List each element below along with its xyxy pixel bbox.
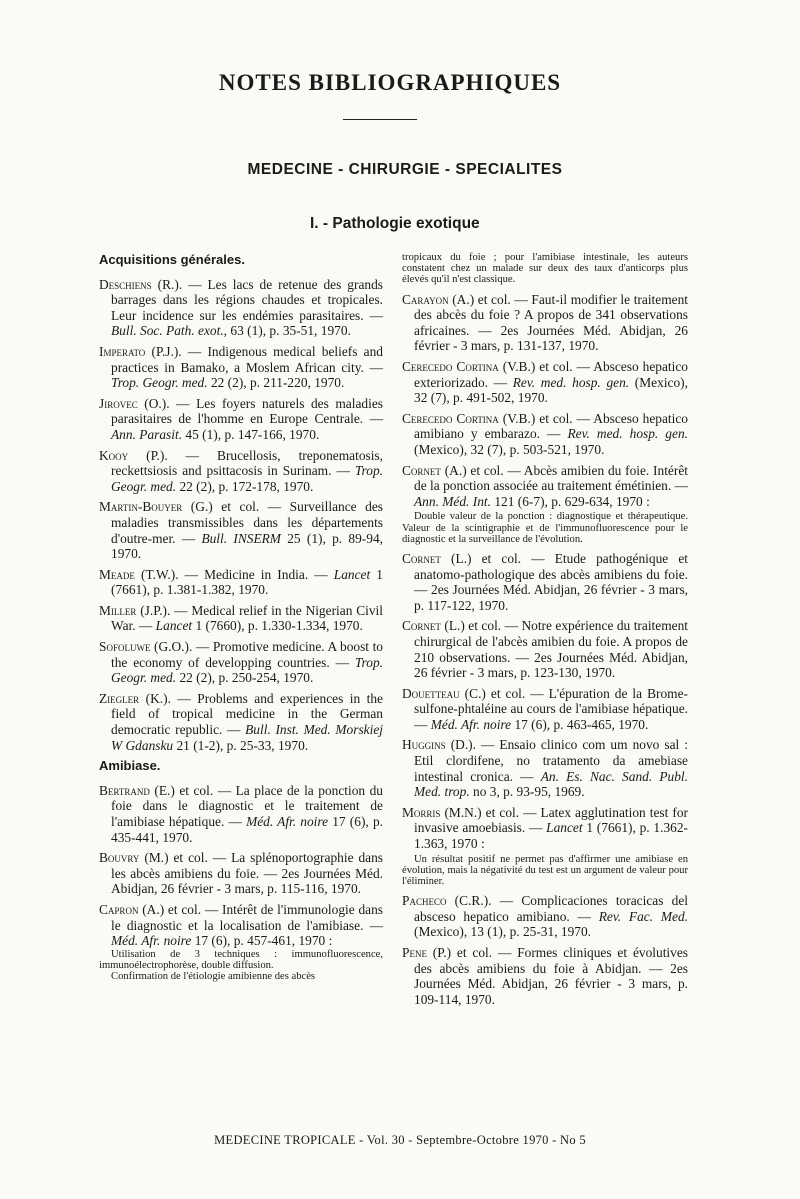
entry-text: (P.J.). — Indigenous medical beliefs and practices in Bamako, a Moslem African city. — bbox=[111, 343, 383, 375]
entry-journal: Trop. Geogr. med. bbox=[111, 463, 383, 494]
bibliography-entry bbox=[99, 567, 383, 598]
entry-author: Kooy bbox=[99, 447, 129, 463]
entry-text: (P.) et col. — Formes cliniques et évolutives des abcès amibiens du foie à Abidjan. — 2es Journées Méd. Abidjan, 26 février - 3 mars, p. 109-114, 1970. bbox=[414, 945, 688, 1007]
entry-journal: An. Es. Nac. Sand. Publ. Med. trop. bbox=[414, 768, 688, 800]
entry-text: (G.O.). — Promotive medicine. A boost to the economy of developping countries. — bbox=[111, 639, 383, 670]
entry-reference: 17 (6), p. 457-461, 1970 : bbox=[191, 933, 333, 949]
entry-author: Cerecedo Cortina bbox=[402, 358, 499, 374]
entry-reference: (Mexico), 13 (1), p. 25-31, 1970. bbox=[414, 924, 592, 940]
entry-text: (T.W.). — Medicine in India. — bbox=[134, 566, 334, 582]
entry-author: Cornet bbox=[402, 550, 441, 566]
bibliography-entry bbox=[402, 292, 688, 354]
bibliography-entry bbox=[99, 691, 383, 753]
bibliography-entry bbox=[99, 499, 383, 561]
general-list bbox=[99, 277, 383, 754]
entry-reference: 25 (1), p. 89-94, 1970. bbox=[111, 530, 384, 562]
entries-a bbox=[402, 292, 688, 510]
entry-author: Deschiens bbox=[99, 276, 152, 292]
entry-journal: Lancet bbox=[546, 820, 583, 836]
entry-author: Sofoluwe bbox=[99, 639, 151, 655]
page-title: NOTES BIBLIOGRAPHIQUES bbox=[218, 70, 562, 95]
journal-footer: MEDECINE TROPICALE - Vol. 30 - Septembre-Octobre 1970 - No 5 bbox=[214, 1133, 586, 1147]
entry-reference: 17 (6), p. 435-441, 1970. bbox=[111, 814, 383, 845]
entry-text: (A.) et col. — Intérêt de l'immunologie dans le diagnostic et la localisation de l'amibiase. — bbox=[111, 901, 383, 933]
entry-text: (P.). — Brucellosis, treponematosis, reckettsiosis and psittacosis in Surinam. — bbox=[111, 447, 383, 479]
entry-reference: no 3, p. 93-95, 1969. bbox=[469, 784, 585, 800]
capron-note-2: Confirmation de l'étiologie amibienne des abcès bbox=[111, 971, 316, 983]
entry-text: (M.) et col. — La splénoportographie dans les abcès amibiens du foie. — 2es Journées Méd. Abidjan, 26 février - 3 mars, p. 115-116, 1970. bbox=[111, 850, 383, 897]
entry-author: Cerecedo Cortina bbox=[402, 410, 499, 426]
entry-author: Douetteau bbox=[402, 685, 460, 701]
bibliography-entry bbox=[402, 463, 688, 510]
entry-author: Morris bbox=[402, 804, 441, 820]
bibliography-entry bbox=[402, 686, 688, 733]
bibliography-entry bbox=[99, 396, 383, 443]
entry-text: (R.). — Les lacs de retenue des grands barrages dans les régions chaudes et tropicales. Leur incidence sur les endémies parasitaires. — bbox=[111, 276, 383, 323]
entry-journal: Rev. med. hosp. gen. bbox=[512, 374, 630, 390]
entry-author: Jirovec bbox=[99, 395, 138, 411]
entry-text: (E.) et col. — La place de la ponction du foie dans le diagnostic et le traitement de l'amibiase hépatique. — bbox=[111, 782, 383, 829]
entry-reference: (Mexico), 32 (7), p. 491-502, 1970. bbox=[414, 374, 688, 406]
title-divider bbox=[343, 119, 417, 120]
entry-author: Cornet bbox=[402, 462, 441, 478]
entry-author: Carayon bbox=[402, 291, 449, 307]
capron-note-1: Utilisation de 3 techniques : immunofluorescence, immunoélectrophorèse, double diffusion. bbox=[99, 948, 383, 971]
entry-journal: Lancet bbox=[155, 618, 193, 634]
bibliography-entry bbox=[402, 411, 688, 458]
entry-reference: 121 (6-7), p. 629-634, 1970 : bbox=[490, 493, 650, 509]
amibiase-list bbox=[99, 783, 383, 949]
entry-journal: Bull. Soc. Path. exot., bbox=[111, 323, 228, 339]
entries-c bbox=[402, 893, 688, 1007]
bibliography-entry bbox=[402, 893, 688, 940]
bibliography-entry bbox=[99, 448, 383, 495]
bibliography-entry bbox=[99, 639, 383, 686]
bibliography-entry bbox=[99, 850, 383, 897]
entry-author: Pene bbox=[402, 945, 427, 961]
entry-text: (C.) et col. — L'épuration de la Brome-sulfone-phtaléine au cours de l'amibiase hépatique. — bbox=[414, 685, 688, 732]
entry-journal: Ann. Parasit. bbox=[111, 426, 183, 442]
entry-author: Cornet bbox=[402, 618, 441, 634]
right-column bbox=[402, 252, 688, 1012]
entry-reference: (Mexico), 32 (7), p. 503-521, 1970. bbox=[414, 441, 605, 457]
entry-reference: 1 (7661), p. 1.381-1.382, 1970. bbox=[111, 566, 383, 598]
entry-author: Ziegler bbox=[99, 690, 140, 706]
entry-text: (A.) et col. — Faut-il modifier le traitement des abcès du foie ? A propos de 341 observations africaines. — 2es Journées Méd. Abidjan, 26 février - 3 mars, p. 131-137, 1970. bbox=[414, 291, 688, 354]
entry-journal: Rev. Fac. Med. bbox=[598, 908, 688, 924]
entry-journal: Bull. Inst. Med. Morskiej W Gdansku bbox=[111, 722, 383, 753]
entry-author: Imperato bbox=[99, 343, 146, 359]
entry-journal: Méd. Afr. noire bbox=[111, 933, 192, 949]
entry-text: (C.R.). — Complicaciones toracicas del absceso hepatico amibiano. — bbox=[414, 893, 688, 924]
entry-reference: 17 (6), p. 463-465, 1970. bbox=[511, 716, 649, 732]
entry-journal: Lancet bbox=[333, 566, 371, 582]
section-title: MEDECINE - CHIRURGIE - SPECIALITES bbox=[247, 161, 563, 178]
bibliography-entry bbox=[402, 551, 688, 613]
entry-text: (V.B.) et col. — Absceso hepatico exteriorizado. — bbox=[414, 358, 688, 390]
entry-text: (A.) et col. — Abcès amibien du foie. Intérêt de la ponction associée au traitement émétinien. — bbox=[414, 462, 688, 494]
entry-reference: 22 (2), p. 250-254, 1970. bbox=[176, 670, 314, 686]
entry-journal: Bull. INSERM bbox=[201, 530, 281, 546]
entry-journal: Trop. Geogr. med. bbox=[111, 654, 383, 686]
bibliography-entry bbox=[402, 805, 688, 852]
bibliography-entry bbox=[402, 359, 688, 406]
entry-author: Bouvry bbox=[99, 850, 140, 866]
heading-amibiase: Amibiase. bbox=[99, 758, 161, 774]
entry-text: (V.B.) et col. — Absceso hepatico amibiano y embarazo. — bbox=[414, 410, 688, 442]
entry-journal: Méd. Afr. noire bbox=[430, 716, 512, 732]
entry-reference: 63 (1), p. 35-51, 1970. bbox=[227, 323, 351, 339]
subsection-number: I. - bbox=[310, 215, 329, 232]
bibliography-entry bbox=[99, 277, 383, 339]
entry-author: Meade bbox=[99, 566, 135, 582]
entry-reference: 45 (1), p. 147-166, 1970. bbox=[182, 426, 320, 442]
cornet-note: Double valeur de la ponction : diagnostique et thérapeutique. Valeur de la scintigraphie et de l'immunofluorescence pour le diagnostic et la surveillance de l'évolution. bbox=[402, 511, 688, 545]
bibliography-entry bbox=[402, 618, 688, 680]
entry-author: Pacheco bbox=[402, 893, 447, 909]
entry-author: Huggins bbox=[402, 737, 446, 753]
entry-text: (O.). — Les foyers naturels des maladies parasitaires de l'homme en Europe Centrale. — bbox=[111, 395, 383, 427]
entry-text: (L.) et col. — Etude pathogénique et anatomo-pathologique des abcès amibiens du foie. — 2es Journées Méd. Abidjan, 26 février - 3 mars, p. 117-122, 1970. bbox=[414, 550, 688, 613]
morris-note: Un résultat positif ne permet pas d'affirmer une amibiase en évolution, mais la négativité du test est un argument de valeur pour l'éliminer. bbox=[402, 853, 688, 888]
entries-b bbox=[402, 551, 688, 852]
continuation-note: tropicaux du foie ; pour l'amibiase intestinale, les auteurs constatent chez un malade sur deux des taux d'anticorps plus élevés qu'il n'est classique. bbox=[402, 252, 688, 286]
entry-text: (G.) et col. — Surveillance des maladies transmissibles dans les départements d'outre-mer. — bbox=[111, 499, 383, 546]
entry-reference: 22 (2), p. 211-220, 1970. bbox=[207, 375, 345, 391]
bibliography-entry bbox=[99, 603, 383, 634]
entry-text: (J.P.). — Medical relief in the Nigerian Civil War. — bbox=[111, 602, 383, 634]
heading-general: Acquisitions générales. bbox=[99, 252, 245, 267]
entry-journal: Rev. med. hosp. gen. bbox=[567, 426, 688, 442]
entry-text: (D.). — Ensaio clinico com um novo sal : Etil clordifene, no tratamento da amebiase intestinal cronica. — bbox=[414, 737, 688, 784]
entry-journal: Méd. Afr. noire bbox=[246, 814, 329, 829]
bibliography-entry bbox=[99, 344, 383, 391]
entry-author: Bertrand bbox=[99, 782, 150, 798]
entry-text: (L.) et col. — Notre expérience du traitement chirurgical de l'abcès amibien du foie. A propos de 210 observations. — 2es Journées Méd. Abidjan, 26 février - 3 mars, p. 123-130, 1970. bbox=[414, 618, 688, 681]
entry-journal: Trop. Geogr. med. bbox=[111, 375, 208, 391]
bibliography-entry bbox=[99, 783, 383, 845]
bibliography-entry bbox=[402, 737, 688, 799]
entry-text: (K.). — Problems and experiences in the field of tropical medicine in the German democratic republic. — bbox=[111, 690, 383, 738]
entry-author: Miller bbox=[99, 602, 137, 618]
entry-author: Capron bbox=[99, 901, 139, 917]
bibliography-entry bbox=[402, 945, 688, 1007]
entry-author: Martin-Bouyer bbox=[99, 499, 183, 515]
entry-text: (M.N.) et col. — Latex agglutination test for invasive amoebiasis. — bbox=[414, 804, 688, 836]
bibliography-entry bbox=[99, 902, 383, 949]
entry-reference: 21 (1-2), p. 25-33, 1970. bbox=[173, 737, 309, 753]
entry-reference: 1 (7660), p. 1.330-1.334, 1970. bbox=[192, 618, 363, 634]
subsection-label: Pathologie exotique bbox=[332, 215, 480, 232]
entry-reference: 22 (2), p. 172-178, 1970. bbox=[176, 478, 314, 494]
left-column bbox=[99, 252, 383, 988]
entry-journal: Ann. Méd. Int. bbox=[414, 493, 491, 509]
entry-reference: 1 (7661), p. 1.362-1.363, 1970 : bbox=[414, 820, 689, 852]
subsection-title bbox=[310, 215, 480, 233]
